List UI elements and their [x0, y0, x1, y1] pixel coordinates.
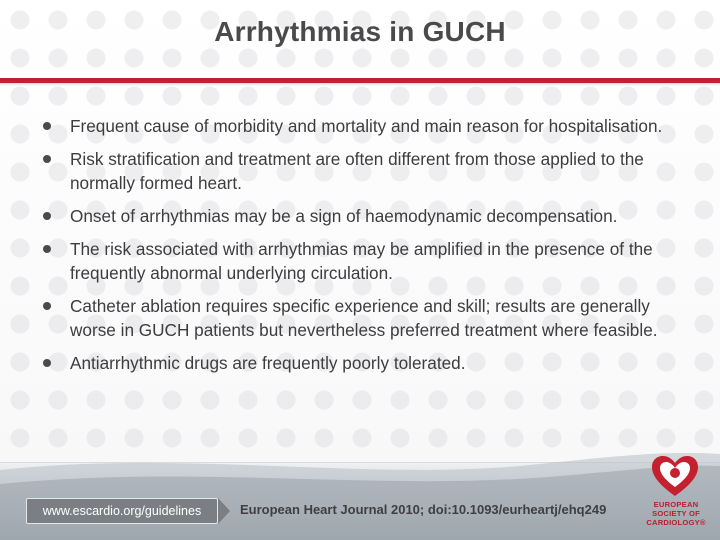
esc-logo — [640, 452, 712, 534]
bullet-dot-icon — [43, 359, 51, 367]
bullet-dot-icon — [43, 245, 51, 253]
bullet-text: Onset of arrhythmias may be a sign of haemodynamic decompensation. — [70, 206, 618, 226]
bullet-dot-icon — [43, 212, 51, 220]
bullet-dot-icon — [43, 122, 51, 130]
bullet-text: Risk stratification and treatment are often different from those applied to the normally formed heart. — [70, 149, 644, 193]
bullet-item — [40, 147, 700, 195]
logo-text — [640, 500, 712, 527]
bullet-item — [40, 294, 700, 342]
footer-wave-decoration — [0, 440, 720, 540]
heart-logo-icon — [650, 454, 700, 498]
bullet-item — [40, 237, 700, 285]
bullet-item — [40, 204, 700, 228]
bullet-dot-icon — [43, 302, 51, 310]
guidelines-url-link[interactable]: www.escardio.org/guidelines — [26, 498, 218, 524]
bullet-dot-icon — [43, 155, 51, 163]
logo-line: SOCIETY OF — [652, 509, 700, 518]
url-arrow-icon — [218, 498, 230, 524]
bullet-text: Antiarrhythmic drugs are frequently poorly tolerated. — [70, 353, 466, 373]
logo-line: CARDIOLOGY® — [646, 518, 706, 527]
bullet-item — [40, 351, 700, 375]
logo-line: EUROPEAN — [653, 500, 699, 509]
title-divider-shadow — [0, 83, 720, 86]
bullet-text: The risk associated with arrhythmias may be amplified in the presence of the frequently abnormal underlying circulation. — [70, 239, 653, 283]
bullet-list — [40, 114, 700, 384]
slide-title: Arrhythmias in GUCH — [214, 16, 506, 47]
bullet-text: Frequent cause of morbidity and mortality and main reason for hospitalisation. — [70, 116, 663, 136]
bullet-item — [40, 114, 700, 138]
journal-citation: European Heart Journal 2010; doi:10.1093/eurheartj/ehq249 — [240, 502, 607, 517]
bullet-text: Catheter ablation requires specific experience and skill; results are generally worse in GUCH patients but nevertheless preferred treatment where feasible. — [70, 296, 658, 340]
